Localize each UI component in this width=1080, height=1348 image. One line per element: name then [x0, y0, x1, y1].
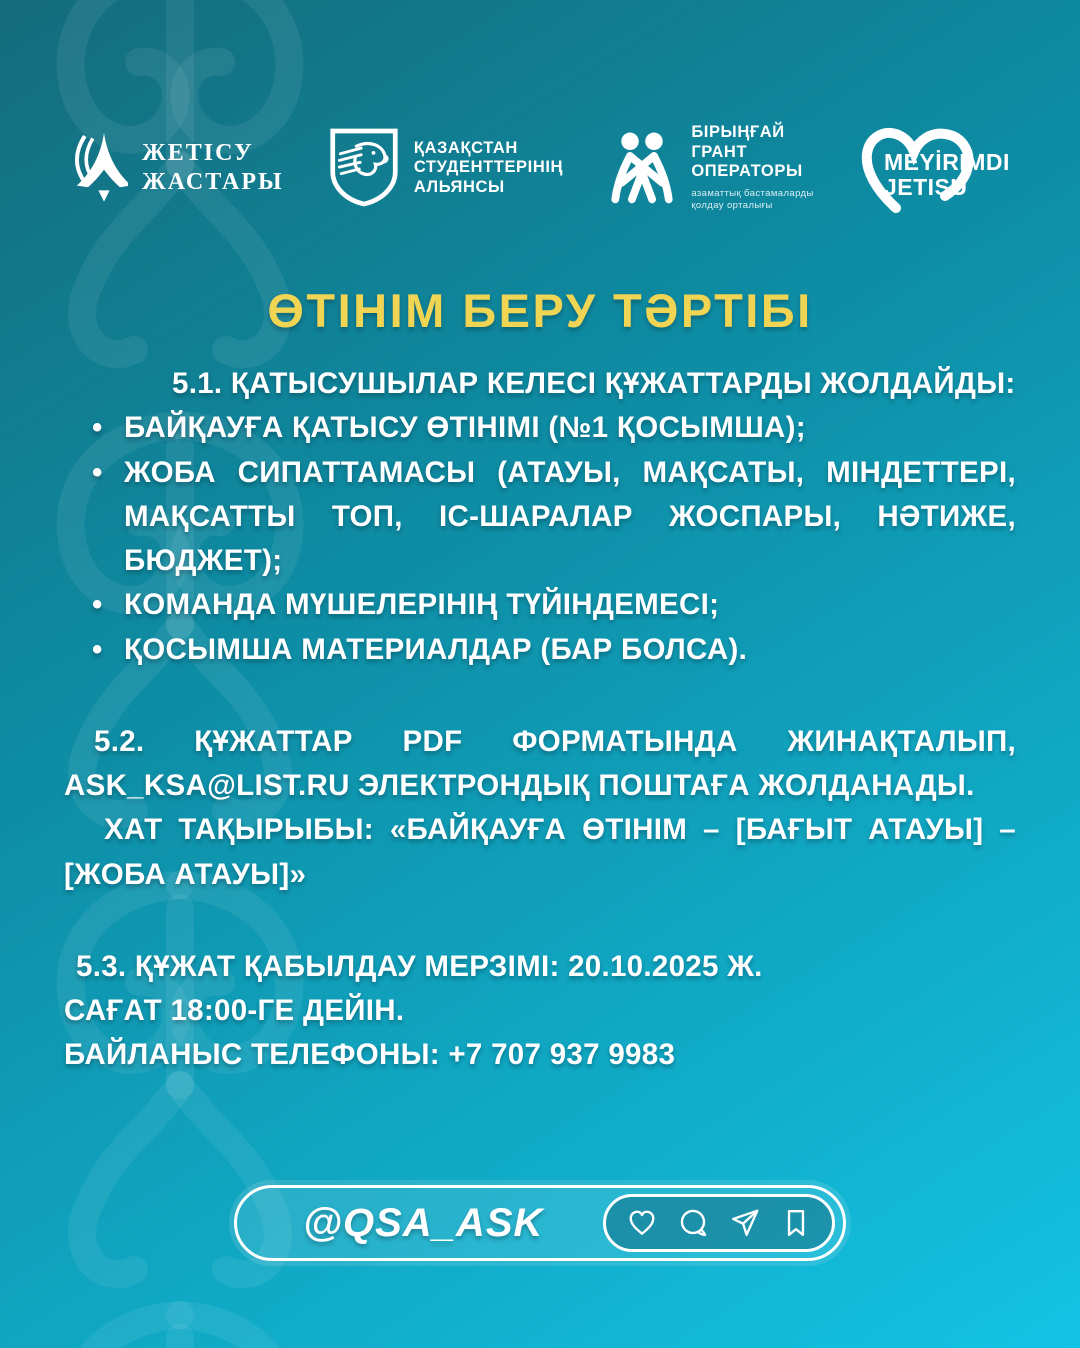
- share-icon: [730, 1208, 760, 1238]
- section-5-1-heading: 5.1. ҚАТЫСУШЫЛАР КЕЛЕСІ ҚҰЖАТТАРДЫ ЖОЛДАЙДЫ:: [172, 367, 1016, 400]
- logo3-line3: ОПЕРАТОРЫ: [691, 161, 803, 180]
- bullet-text: БАЙҚАУҒА ҚАТЫСУ ӨТІНІМІ (№1 ҚОСЫМША);: [124, 411, 806, 445]
- bullet-marker: •: [92, 411, 103, 445]
- list-item: [64, 583, 1016, 627]
- bullet-text: ҚОСЫМША МАТЕРИАЛДАР (БАР БОЛСА).: [124, 632, 748, 666]
- logo-meyirimdi-jetisu: [858, 120, 1016, 216]
- zhetisu-zhastary-label: [142, 139, 284, 197]
- section-5-2-paragraph: 5.2. ҚҰЖАТТАР PDF ФОРМАТЫНДА ЖИНАҚТАЛЫП, ASK_KSA@LIST.RU ЭЛЕКТРОНДЫҚ ПОШТАҒА ЖОЛДАНАДЫ.: [64, 724, 1016, 802]
- logo1-line2: ЖАСТАРЫ: [142, 169, 284, 195]
- list-item: [64, 628, 1016, 672]
- list-item: [64, 451, 1016, 584]
- students-alliance-label: [414, 139, 563, 196]
- bullet-text: КОМАНДА МҮШЕЛЕРІНІҢ ТҮЙІНДЕМЕСІ;: [124, 588, 720, 622]
- logo2-line3: АЛЬЯНСЫ: [413, 177, 505, 196]
- deadline-time-line: САҒАТ 18:00-ГЕ ДЕЙІН.: [64, 994, 405, 1027]
- grant-operators-people-icon: [607, 129, 677, 207]
- logo3-sub1: азаматтық бастамаларды: [691, 187, 814, 199]
- meyirimdi-jetisu-label: [884, 150, 1010, 200]
- list-item: [64, 406, 1016, 450]
- bullet-marker: •: [92, 455, 103, 489]
- students-alliance-shield-icon: [328, 127, 400, 209]
- bullet-text: ЖОБА СИПАТТАМАСЫ (АТАУЫ, МАҚСАТЫ, МІНДЕТТЕРІ, МАҚСАТТЫ ТОП, ІС-ШАРАЛАР ЖОСПАРЫ, НӘТИЖЕ, БЮДЖЕТ);: [124, 455, 1016, 577]
- logo1-line1: ЖЕТІСУ: [142, 140, 254, 167]
- logo-row: [0, 118, 1080, 218]
- logo3-subtext: [691, 188, 813, 213]
- logo3-line1: БІРЫҢҒАЙ: [691, 123, 785, 142]
- poster-body: [64, 362, 1016, 1078]
- zhetisu-zhastary-icon: [64, 126, 128, 210]
- logo3-sub2: қолдау орталығы: [691, 200, 773, 212]
- instagram-handle: @QSA_ASK: [303, 1200, 544, 1245]
- logo4-line2: JETISU: [883, 173, 968, 200]
- bullet-marker: •: [92, 588, 103, 622]
- logo-kazakhstan-students-alliance: [328, 127, 563, 209]
- social-pill: [234, 1185, 846, 1261]
- logo-unified-grant-operators: [607, 123, 813, 212]
- page-title: ӨТІНІМ БЕРУ ТӘРТІБІ: [267, 284, 813, 338]
- logo-zhetisu-zhastary: [64, 126, 284, 210]
- bullet-marker: •: [92, 632, 103, 666]
- comment-icon: [678, 1208, 708, 1238]
- logo4-line1: MEYİRIMDI: [883, 149, 1010, 175]
- section-5-3: [64, 945, 1016, 1078]
- logo3-lines: [691, 123, 813, 180]
- grant-operators-label: [691, 123, 813, 212]
- logo2-line2: СТУДЕНТТЕРІНІҢ: [413, 158, 564, 177]
- logo3-line2: ГРАНТ: [691, 142, 748, 161]
- logo2-line1: ҚАЗАҚСТАН: [413, 139, 518, 158]
- contact-phone-line: БАЙЛАНЫС ТЕЛЕФОНЫ: +7 707 937 9983: [64, 1038, 676, 1072]
- social-actions-pill: [603, 1194, 835, 1252]
- deadline-line: 5.3. ҚҰЖАТ ҚАБЫЛДАУ МЕРЗІМІ: 20.10.2025 Ж.: [76, 949, 763, 983]
- bookmark-icon: [781, 1208, 811, 1238]
- letter-subject-paragraph: ХАТ ТАҚЫРЫБЫ: «БАЙҚАУҒА ӨТІНІМ – [БАҒЫТ АТАУЫ] – [ЖОБА АТАУЫ]»: [64, 813, 1016, 891]
- like-heart-icon: [627, 1208, 657, 1238]
